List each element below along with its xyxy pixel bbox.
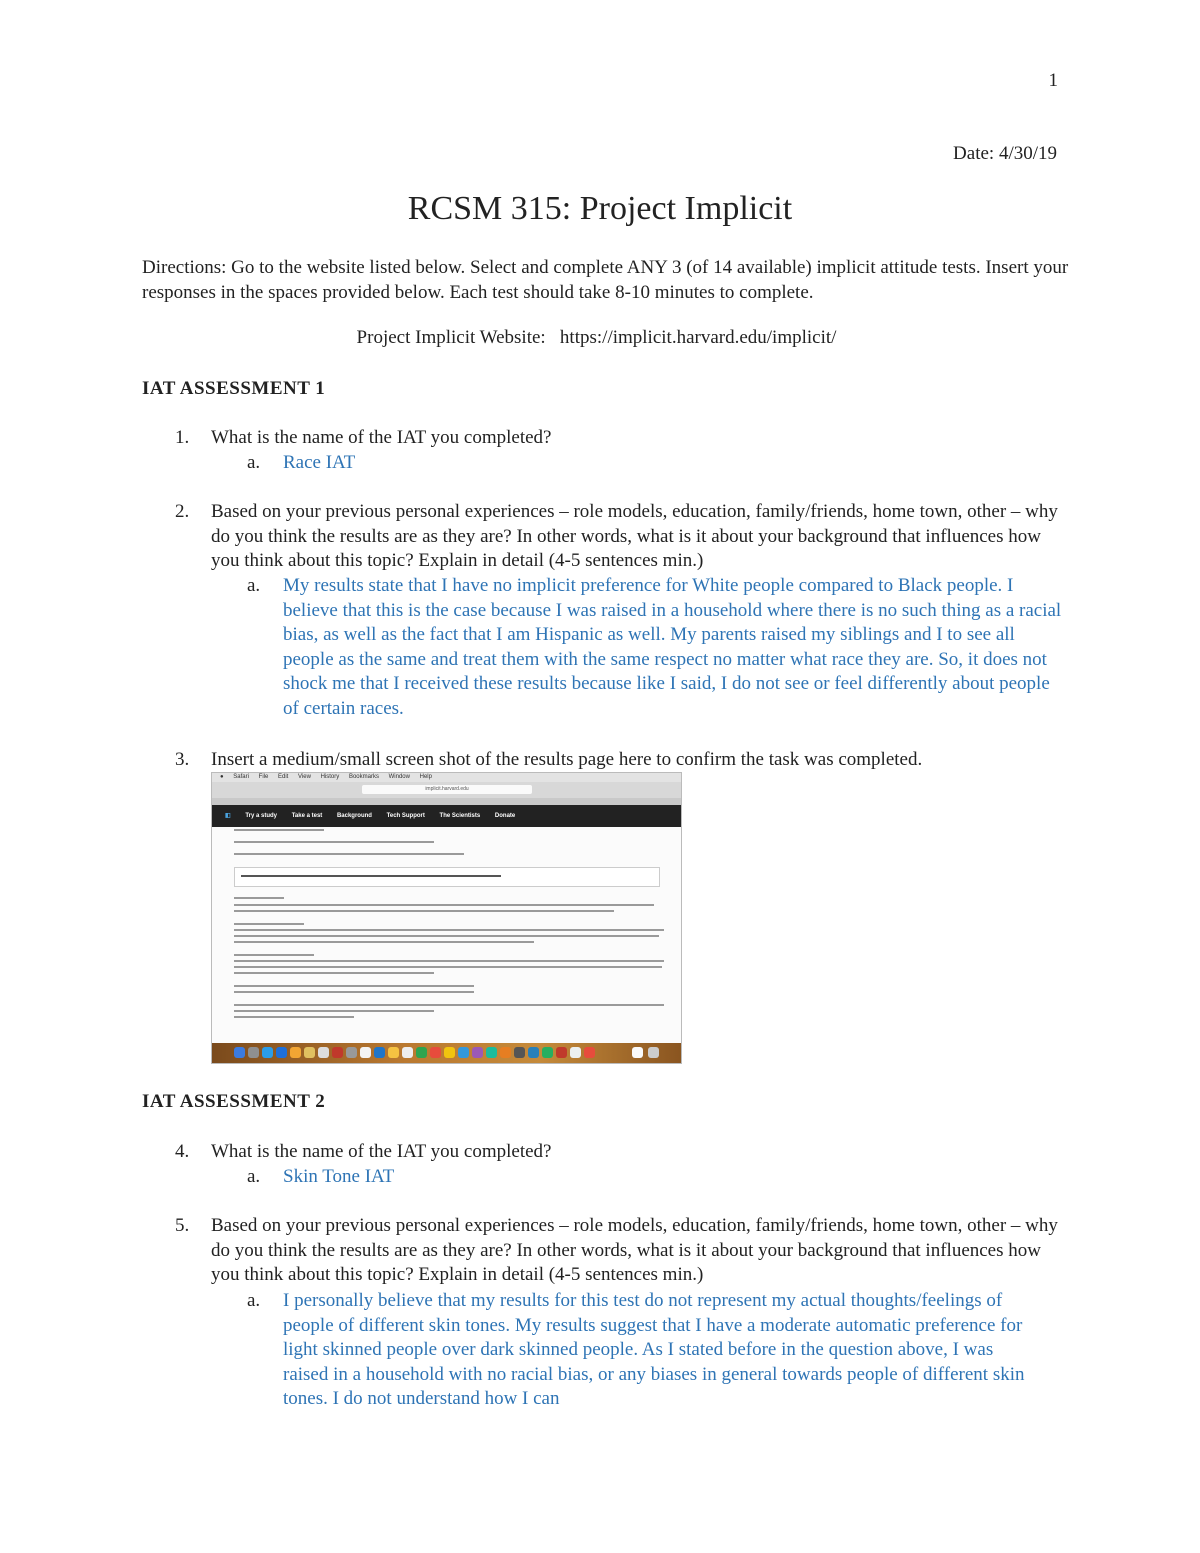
question-text: What is the name of the IAT you completed?: [211, 427, 552, 448]
screenshot-nav: [212, 805, 681, 827]
question-number: 4.: [175, 1141, 190, 1162]
nav-item: Take a test: [291, 813, 323, 819]
question-text: Based on your previous personal experiences – role models, education, family/friends, home town, other – why do you think the results are as they are? In other words, what is it about your background that influences how you think about this topic? Explain in detail (4-5 sentences min.): [211, 501, 1058, 571]
nav-item: Tech Support: [386, 813, 425, 819]
results-screenshot: [211, 772, 682, 1064]
menu-item: Window: [388, 774, 410, 780]
answer-letter: a.: [247, 575, 261, 596]
answer-text: Race IAT: [283, 452, 356, 473]
menu-item: View: [298, 774, 311, 780]
section-heading-2: IAT ASSESSMENT 2: [142, 1091, 326, 1112]
question-number: 5.: [175, 1215, 190, 1236]
screenshot-page-body: [212, 827, 681, 1043]
menu-item: File: [258, 774, 269, 780]
menu-item: Bookmarks: [348, 774, 379, 780]
screenshot-dock: [212, 1043, 681, 1063]
page-title: RCSM 315: Project Implicit: [407, 190, 793, 227]
menu-item: Edit: [278, 774, 289, 780]
question-number: 1.: [175, 427, 190, 448]
menu-item: Safari: [233, 774, 249, 780]
menu-item: History: [320, 774, 340, 780]
question-number: 3.: [175, 749, 190, 770]
nav-item: Background: [336, 813, 372, 819]
question-text: Based on your previous personal experiences – role models, education, family/friends, home town, other – why do you think the results are as they are? In other words, what is it about your background that influences how you think about this topic? Explain in detail (4-5 sentences min.): [211, 1215, 1058, 1285]
nav-item: Donate: [494, 813, 516, 819]
question-text: Insert a medium/small screen shot of the results page here to confirm the task was completed.: [211, 749, 923, 770]
nav-item: The Scientists: [439, 813, 481, 819]
page-number: 1: [1048, 70, 1058, 91]
menu-item: Help: [419, 774, 432, 780]
screenshot-menubar: [212, 773, 681, 782]
answer-letter: a.: [247, 452, 261, 473]
question-number: 2.: [175, 501, 190, 522]
answer-letter: a.: [247, 1166, 261, 1187]
directions-paragraph: Directions: Go to the website listed below. Select and complete ANY 3 (of 14 available) implicit attitude tests. Insert your responses in the spaces provided below. Each test should take 8-10 minutes to complete.: [142, 257, 1069, 303]
screenshot-toolbar: [212, 782, 681, 798]
site-logo-icon: ◧: [225, 813, 231, 819]
screenshot-result-box: [234, 867, 660, 887]
answer-text: Skin Tone IAT: [283, 1166, 395, 1187]
apple-icon: ●: [220, 774, 224, 780]
question-text: What is the name of the IAT you completed?: [211, 1141, 552, 1162]
answer-text: I personally believe that my results for this test do not represent my actual thoughts/feelings of people of different skin tones. My results suggest that I have a moderate automatic preference for light skinned people over dark skinned people. As I stated before in the question above, I was raised in a household with no racial bias, or any biases in general towards people of different skin tones. I do not understand how I can: [283, 1290, 1025, 1409]
screenshot-tabs: [212, 798, 681, 805]
answer-letter: a.: [247, 1290, 261, 1311]
website-line: Project Implicit Website: https://implicit.harvard.edu/implicit/: [356, 327, 837, 348]
date-line: Date: 4/30/19: [953, 143, 1057, 164]
section-heading-1: IAT ASSESSMENT 1: [142, 378, 326, 399]
answer-text: My results state that I have no implicit preference for White people compared to Black people. I believe that this is the case because I was raised in a household where there is no such thing as a racial bias, as well as the fact that I am Hispanic as well. My parents raised my siblings and I to see all people as the same and treat them with the same respect no matter what race they are. So, it does not shock me that I received these results because like I said, I do not see or feel differently about people of certain races.: [283, 575, 1062, 719]
screenshot-url: implicit.harvard.edu: [362, 785, 532, 794]
nav-item: Try a study: [245, 813, 278, 819]
